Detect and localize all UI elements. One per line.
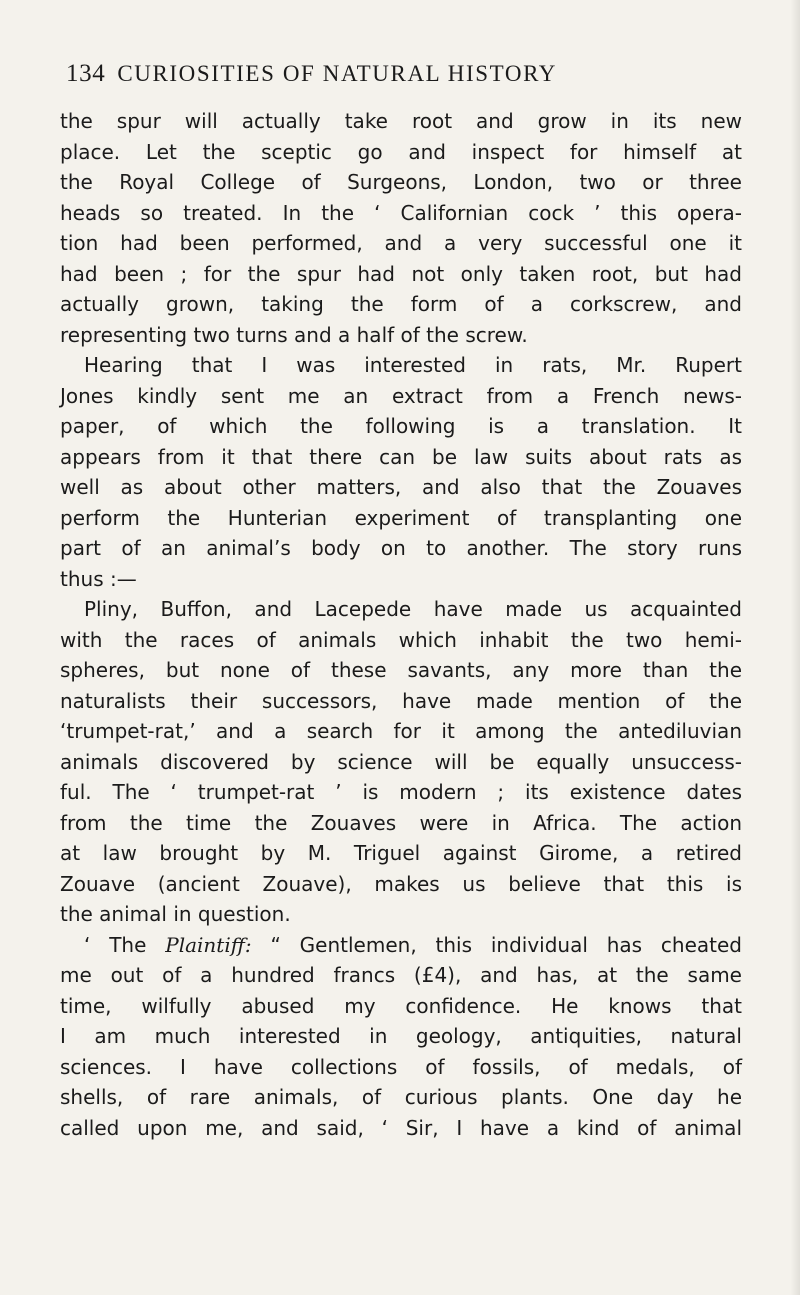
text-line: Hearing that I was interested in rats, Mr. Rupert	[84, 353, 742, 377]
text-line: ‘trumpet-rat,’ and a search for it among the antediluvian	[60, 719, 742, 743]
text-line: animals discovered by science will be equally unsuccess-	[60, 749, 742, 774]
text-line: sciences. I have collections of fossils, of medals, of	[60, 1054, 742, 1079]
paragraph-1	[60, 106, 742, 350]
text-line: place. Let the sceptic go and inspect for himself at	[60, 139, 742, 164]
text-line: I am much interested in geology, antiquities, natural	[60, 1024, 742, 1048]
text-line: from the time the Zouaves were in Africa. The action	[60, 810, 742, 835]
text-line: spheres, but none of these savants, any more than the	[60, 658, 742, 682]
text-line: Jones kindly sent me an extract from a French news-	[60, 383, 742, 408]
paragraph-2	[60, 350, 742, 594]
text-line: representing two turns and a half of the screw.	[60, 322, 528, 347]
text-line	[60, 930, 742, 961]
text-line: perform the Hunterian experiment of transplanting one	[60, 505, 742, 530]
text-line: the animal in question.	[60, 902, 291, 926]
text-line: Zouave (ancient Zouave), makes us believe that this is	[60, 871, 742, 896]
text-line: called upon me, and said, ‘ Sir, I have a kind of animal	[60, 1115, 742, 1140]
text-line: thus :—	[60, 566, 137, 591]
page-edge-shadow	[790, 0, 800, 1295]
text-line: at law brought by M. Triguel against Girome, a retired	[60, 841, 742, 865]
text-line: shells, of rare animals, of curious plants. One day he	[60, 1085, 742, 1109]
text-line: naturalists their successors, have made mention of the	[60, 688, 742, 713]
text-line: ful. The ‘ trumpet-rat ’ is modern ; its existence dates	[60, 780, 742, 804]
text-line: actually grown, taking the form of a corkscrew, and	[60, 292, 742, 316]
text-line: with the races of animals which inhabit the two hemi-	[60, 627, 742, 652]
book-page	[60, 58, 742, 1143]
text-line: tion had been performed, and a very successful one it	[60, 231, 742, 255]
text-line: had been ; for the spur had not only taken root, but had	[60, 261, 742, 286]
quote-text: “ Gentlemen, this individual has cheated	[251, 932, 742, 957]
text-line: appears from it that there can be law suits about rats as	[60, 444, 742, 469]
text-line: paper, of which the following is a translation. It	[60, 414, 742, 438]
page-number: 134	[66, 60, 106, 87]
text-line: me out of a hundred francs (£4), and has, at the same	[60, 963, 742, 987]
plaintiff-label: Plaintiff:	[165, 932, 252, 957]
paragraph-3	[60, 594, 742, 930]
text-line: part of an animal’s body on to another. The story runs	[60, 536, 742, 560]
paragraph-4	[60, 930, 742, 1144]
text-line: the spur will actually take root and grow in its new	[60, 109, 742, 133]
text-line: the Royal College of Surgeons, London, two or three	[60, 170, 742, 194]
quote-prefix: ‘ The	[84, 932, 166, 957]
body-text	[60, 106, 742, 1143]
text-line: heads so treated. In the ‘ Californian cock ’ this opera-	[60, 200, 742, 225]
running-title: CURIOSITIES OF NATURAL HISTORY	[117, 61, 557, 86]
running-header	[60, 58, 742, 90]
text-line: Pliny, Buffon, and Lacepede have made us acquainted	[84, 597, 742, 621]
text-line: time, wilfully abused my confidence. He knows that	[60, 993, 742, 1018]
text-line: well as about other matters, and also that the Zouaves	[60, 475, 742, 499]
